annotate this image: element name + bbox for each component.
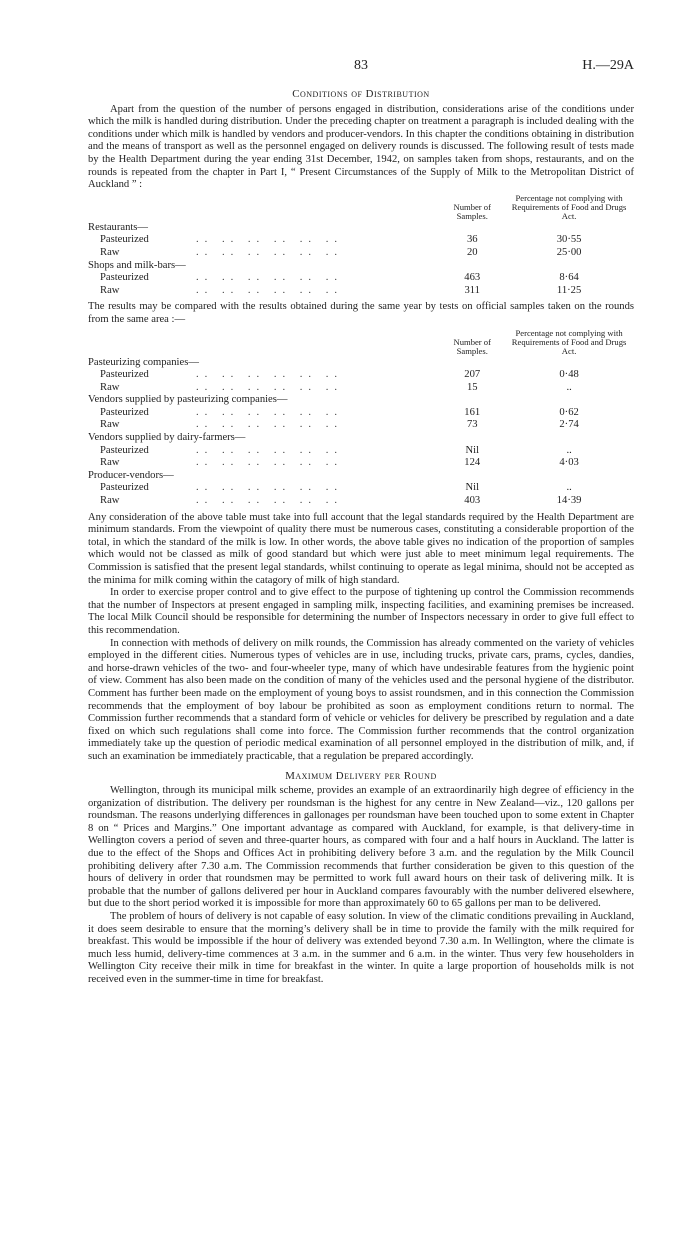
body-paragraph: In order to exercise proper control and to give effect to the purpose of tightening up control the Commission recommends that the number of Inspectors at present engaged in sampling milk, inspecting facilities, and examining premises be increased. The local Milk Council should be responsible for determining the number of Inspectors necessary in order to give full effect to this recommendation. (88, 587, 634, 636)
table-restaurants-shops (88, 194, 634, 298)
samples-cell: Nil (465, 444, 480, 456)
percentage-cell: .. (566, 444, 572, 456)
percentage-cell: .. (566, 381, 572, 393)
row-label: Raw (100, 419, 120, 431)
table-row: Raw .. .. .. .. .. .. 20 25·00 (88, 247, 634, 260)
column-header-samples: Number of Samples. (453, 201, 491, 221)
page-number: 83 (354, 58, 368, 73)
table-group-row (88, 260, 634, 273)
column-header-samples: Number of Samples. (453, 336, 491, 356)
samples-cell: 403 (464, 495, 481, 507)
table-group-row (88, 432, 634, 445)
table-group-row (88, 394, 634, 407)
column-header-percentage: Percentage not complying with Requirements of Food and Drugs Act. (511, 327, 627, 356)
page-header (88, 60, 634, 82)
group-label: Restaurants— (88, 221, 149, 233)
table-row: Raw .. .. .. .. .. .. 311 11·25 (88, 285, 634, 298)
table-row: Raw .. .. .. .. .. .. 124 4·03 (88, 457, 634, 470)
row-label: Raw (100, 381, 120, 393)
table-row: Pasteurized .. .. .. .. .. .. 161 0·62 (88, 407, 634, 420)
row-label: Raw (100, 284, 120, 296)
body-paragraph: Wellington, through its municipal milk scheme, provides an example of an extraordinarily high degree of efficiency in the organization of distribution. The delivery per roundsman is the highest for any centre in New Zealand—viz., 120 gallons per roundsman. The reasons underlying differences in gallonages per roundsman have been touched upon to some extent in Chapter 8 on “ Prices and Margins.” One important advantage as compared with Auckland, for example, is that delivery-time in Wellington covers a period of seven and three-quarter hours, as compared with four and a half hours in Auckland. The latter is due to the effect of the Shops and Offices Act in prohibiting delivery before 3 a.m. and the regulation by the Milk Council prohibiting delivery after 7.30 a.m. The Commission recommends that further consideration be given to this question of the hours of delivery in order that roundsmen may be permitted to work full award hours on their task of delivering milk. It is probable that the number of gallons delivered per hour in Auckland compares favourably with the number delivered elsewhere, but due to the short period worked it is impossible for more than approximately 60 to 65 gallons per man to be delivered. (88, 785, 634, 910)
table-row: Raw .. .. .. .. .. .. 15 .. (88, 382, 634, 395)
percentage-cell: 25·00 (556, 246, 582, 258)
percentage-cell: .. (566, 482, 572, 494)
document-reference: H.—29A (582, 58, 634, 73)
samples-cell: 311 (464, 284, 480, 296)
row-label: Pasteurized (100, 369, 149, 381)
table-row: Raw .. .. .. .. .. .. 403 14·39 (88, 495, 634, 508)
compare-paragraph: The results may be compared with the results obtained during the same year by tests on official samples taken on the rounds from the same area :— (88, 301, 634, 325)
row-label: Pasteurized (100, 444, 149, 456)
group-label: Producer-vendors— (88, 469, 174, 481)
percentage-cell: 30·55 (556, 234, 582, 246)
table-group-row (88, 222, 634, 235)
body-paragraph: In connection with methods of delivery on milk rounds, the Commission has already commented on the variety of vehicles employed in the different cities. Numerous types of vehicles are in use, including trucks, private cars, prams, cycles, dandies, and horse-drawn vehicles of the two- and four-wheeler type, many of which have undesirable features from the hygienic point of view. Comment has also been made on the condition of many of the vehicles used and the personal hygiene of the distributor. Comment has further been made on the employment of young boys to assist roundsmen, and in this connection the Commission recommends that the employment of boy labour be prohibited as soon as employment conditions return to normal. The Commission further recommends that a standard form of vehicle or vehicles for delivery be prescribed by regulation and a date fixed on which such regulations shall come into force. The Commission further recommends that the control organization immediately take up the question of periodic medical examination of all personnel employed in the distribution of milk, and, if such an examination be immediately practicable, that a regulation be prepared accordingly. (88, 637, 634, 762)
samples-cell: 15 (466, 381, 478, 393)
table-row: Pasteurized .. .. .. .. .. .. Nil .. (88, 445, 634, 458)
section-heading: Maximum Delivery per Round (285, 769, 437, 782)
section-heading: Conditions of Distribution (292, 88, 430, 100)
table-group-row (88, 470, 634, 483)
group-label: Shops and milk-bars— (88, 259, 186, 271)
percentage-cell: 11·25 (556, 284, 582, 296)
samples-cell: Nil (465, 482, 480, 494)
column-header-percentage: Percentage not complying with Requirements of Food and Drugs Act. (511, 192, 627, 221)
body-paragraph: Any consideration of the above table must take into full account that the legal standards required by the Health Department are minimum standards. From the viewpoint of quality there must be numerous cases, constituting a considerable proportion of the total, in which the standard of the milk is low. In other words, the above table gives no indication of the proportion of samples which would not be classed as milk of good standard but which were just able to meet minimum legal requirements. The Commission is satisfied that the present legal standards, whilst continuing to operate as legal minima, should not be accepted as the minima for milk coming within the catagory of milk of high standard. (88, 511, 634, 586)
percentage-cell: 4·03 (559, 457, 579, 469)
samples-cell: 207 (464, 369, 481, 381)
samples-cell: 124 (464, 457, 481, 469)
group-label: Pasteurizing companies— (88, 356, 199, 368)
row-label: Raw (100, 457, 120, 469)
samples-cell: 73 (466, 419, 478, 431)
samples-cell: 20 (466, 246, 478, 258)
samples-cell: 463 (464, 272, 481, 284)
row-label: Raw (100, 246, 120, 258)
percentage-cell: 2·74 (559, 419, 579, 431)
row-label: Raw (100, 495, 120, 507)
table-row: Raw .. .. .. .. .. .. 73 2·74 (88, 419, 634, 432)
row-label: Pasteurized (100, 406, 149, 418)
table-row: Pasteurized .. .. .. .. .. .. 463 8·64 (88, 272, 634, 285)
document-page (88, 60, 634, 987)
group-label: Vendors supplied by pasteurizing companies— (88, 394, 288, 406)
body-paragraph: The problem of hours of delivery is not capable of easy solution. In view of the climatic conditions prevailing in Auckland, it does seem desirable to ensure that the morning’s delivery shall be in time to provide the family with the milk required for breakfast. This would be impossible if the hour of delivery was extended beyond 7.30 a.m. In Wellington, where the climate is much less humid, delivery-time commences at 3 a.m. in the summer and 6 a.m. in the winter. Thus very few householders in Wellington City receive their milk in time for breakfast in the winter. In quite a large proportion of households milk is not received even in the summer-time in time for breakfast. (88, 911, 634, 985)
row-label: Pasteurized (100, 482, 149, 494)
samples-cell: 161 (464, 406, 481, 418)
percentage-cell: 14·39 (556, 495, 582, 507)
row-label: Pasteurized (100, 272, 149, 284)
table-row: Pasteurized .. .. .. .. .. .. Nil .. (88, 482, 634, 495)
table-rounds-samples (88, 329, 634, 508)
intro-paragraph: Apart from the question of the number of persons engaged in distribution, considerations arise of the conditions under which the milk is handled during distribution. Under the preceding chapter on treatment a paragraph is included dealing with the conditions under which milk is handled by vendors and producer-vendors. In this chapter the conditions obtaining in distribution and the means of transport as well as the personnel engaged on delivery rounds is discussed. The following result of tests made by the Health Department during the year ending 31st December, 1942, on samples taken from shops, restaurants, and on the rounds is repeated from the chapter in Part I, “ Present Circumstances of the Supply of Milk to the Metropolitan District of Auckland ” : (88, 103, 634, 191)
table-row: Pasteurized .. .. .. .. .. .. 207 0·48 (88, 369, 634, 382)
group-label: Vendors supplied by dairy-farmers— (88, 432, 246, 444)
percentage-cell: 8·64 (559, 272, 579, 284)
samples-cell: 36 (466, 234, 478, 246)
row-label: Pasteurized (100, 234, 149, 246)
percentage-cell: 0·48 (559, 369, 579, 381)
percentage-cell: 0·62 (559, 406, 579, 418)
table-row: Pasteurized .. .. .. .. .. .. 36 30·55 (88, 234, 634, 247)
table-group-row (88, 357, 634, 370)
